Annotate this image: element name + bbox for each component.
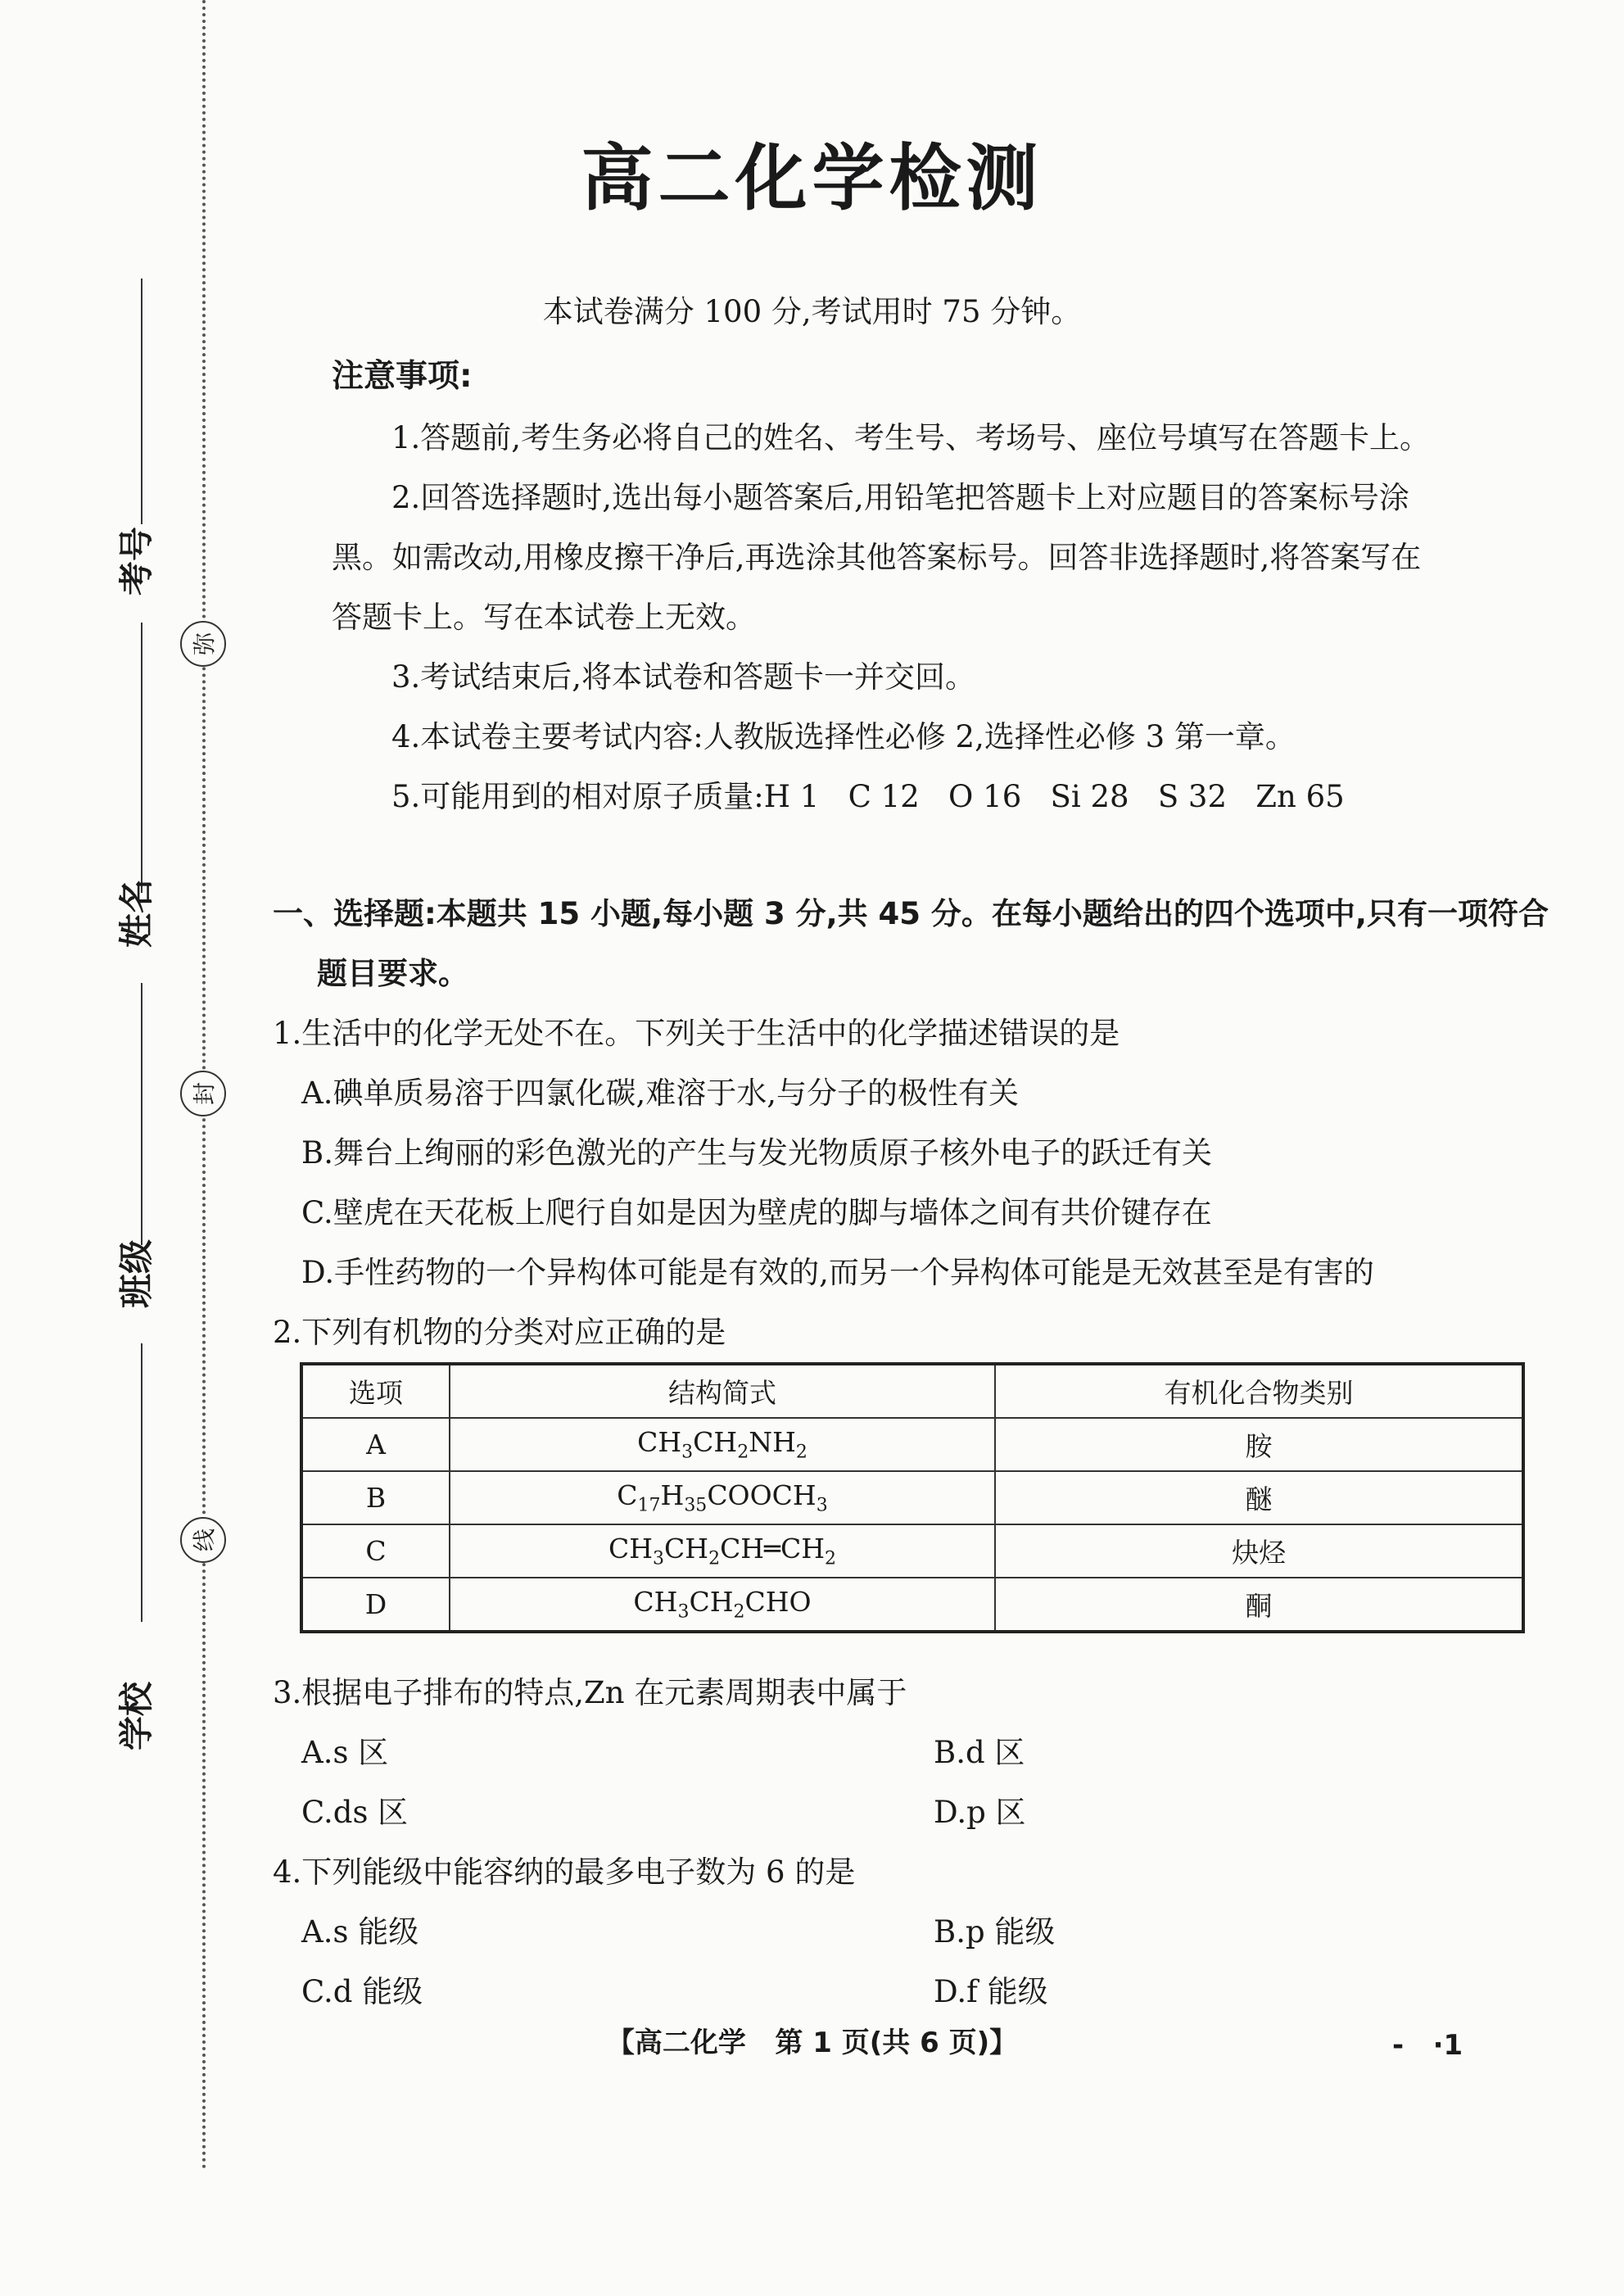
page-title: 高二化学检测 [581, 136, 1043, 220]
formula-text: $C_{17}H_{35}COOCH_3$ [617, 1479, 828, 1516]
table-header: 有机化合物类别 [995, 1364, 1523, 1418]
q1-stem: 1.生活中的化学无处不在。下列关于生活中的化学描述错误的是 [273, 1016, 1120, 1051]
section1-heading-cont: 题目要求。 [317, 956, 468, 991]
class-underline [141, 983, 142, 1245]
q3-option-c: C.ds 区 [301, 1795, 409, 1830]
table-cell-category: 醚 [995, 1471, 1523, 1524]
table-cell-category: 酮 [995, 1578, 1523, 1632]
formula-text: $CH_3CH_2CH═CH_2$ [608, 1533, 836, 1569]
q1-option-d: D.手性药物的一个异构体可能是有效的,而另一个异构体可能是无效甚至是有害的 [301, 1255, 1374, 1290]
school-underline [141, 1343, 142, 1622]
q4-option-c: C.d 能级 [301, 1974, 423, 2009]
notice-line-4: 4.本试卷主要考试内容:人教版选择性必修 2,选择性必修 3 第一章。 [391, 719, 1296, 754]
table-cell-option: A [301, 1418, 450, 1471]
notice-heading: 注意事项: [332, 358, 473, 395]
name-label: 姓名 [116, 879, 156, 949]
exam-number-label: 考号 [116, 527, 156, 596]
q2-stem: 2.下列有机物的分类对应正确的是 [273, 1315, 726, 1350]
table-header-row [301, 1364, 1523, 1418]
q1-option-a: A.碘单质易溶于四氯化碳,难溶于水,与分子的极性有关 [301, 1076, 1020, 1111]
table-cell-option: B [301, 1471, 450, 1524]
table-cell-formula [450, 1471, 995, 1524]
table-row [301, 1418, 1523, 1471]
table-header: 结构简式 [450, 1364, 995, 1418]
table-row [301, 1471, 1523, 1524]
seal-xian: 线 [180, 1517, 226, 1563]
table-cell-category: 炔烃 [995, 1524, 1523, 1578]
table-cell-option: C [301, 1524, 450, 1578]
q4-option-b: B.p 能级 [934, 1914, 1056, 1950]
notice-line-1: 1.答题前,考生务必将自己的姓名、考生号、考场号、座位号填写在答题卡上。 [391, 420, 1431, 455]
q1-option-c: C.壁虎在天花板上爬行自如是因为壁虎的脚与墙体之间有共价键存在 [301, 1195, 1212, 1230]
table-row [301, 1524, 1523, 1578]
corner-page-mark: - ·1 [1392, 2029, 1463, 2062]
q3-option-b: B.d 区 [934, 1735, 1025, 1770]
table-cell-formula [450, 1418, 995, 1471]
class-label: 班级 [116, 1239, 156, 1309]
q3-option-d: D.p 区 [934, 1795, 1026, 1830]
formula-text: $CH_3CH_2CHO$ [633, 1586, 812, 1623]
q4-option-d: D.f 能级 [934, 1974, 1048, 2009]
table-cell-formula [450, 1524, 995, 1578]
table-cell-category: 胺 [995, 1418, 1523, 1471]
q2-table [300, 1362, 1525, 1633]
seal-feng: 封 [180, 1071, 226, 1116]
q4-option-a: A.s 能级 [301, 1914, 419, 1950]
exam-info: 本试卷满分 100 分,考试用时 75 分钟。 [542, 294, 1082, 329]
notice-line-2-end: 答题卡上。写在本试卷上无效。 [332, 600, 756, 635]
notice-line-5: 5.可能用到的相对原子质量:H 1 C 12 O 16 Si 28 S 32 Zn 65 [391, 779, 1345, 814]
page-footer: 【高二化学 第 1 页(共 6 页)】 [606, 2027, 1018, 2059]
q3-stem: 3.根据电子排布的特点,Zn 在元素周期表中属于 [273, 1675, 907, 1710]
school-label: 学校 [116, 1682, 156, 1751]
table-row [301, 1578, 1523, 1632]
table-header: 选项 [301, 1364, 450, 1418]
table-cell-option: D [301, 1578, 450, 1632]
notice-line-3: 3.考试结束后,将本试卷和答题卡一并交回。 [391, 659, 976, 695]
seal-mi: 弥 [180, 621, 226, 667]
name-underline [141, 623, 142, 893]
notice-line-2: 2.回答选择题时,选出每小题答案后,用铅笔把答题卡上对应题目的答案标号涂 [391, 480, 1409, 515]
q3-option-a: A.s 区 [301, 1735, 389, 1770]
section1-heading: 一、选择题:本题共 15 小题,每小题 3 分,共 45 分。在每小题给出的四个选项中,只有一项符合 [273, 896, 1549, 931]
q4-stem: 4.下列能级中能容纳的最多电子数为 6 的是 [273, 1854, 856, 1890]
formula-text: $CH_3CH_2NH_2$ [637, 1426, 807, 1463]
notice-line-2-cont: 黑。如需改动,用橡皮擦干净后,再选涂其他答案标号。回答非选择题时,将答案写在 [332, 540, 1422, 575]
q1-option-b: B.舞台上绚丽的彩色激光的产生与发光物质原子核外电子的跃迁有关 [301, 1135, 1212, 1171]
table-cell-formula [450, 1578, 995, 1632]
